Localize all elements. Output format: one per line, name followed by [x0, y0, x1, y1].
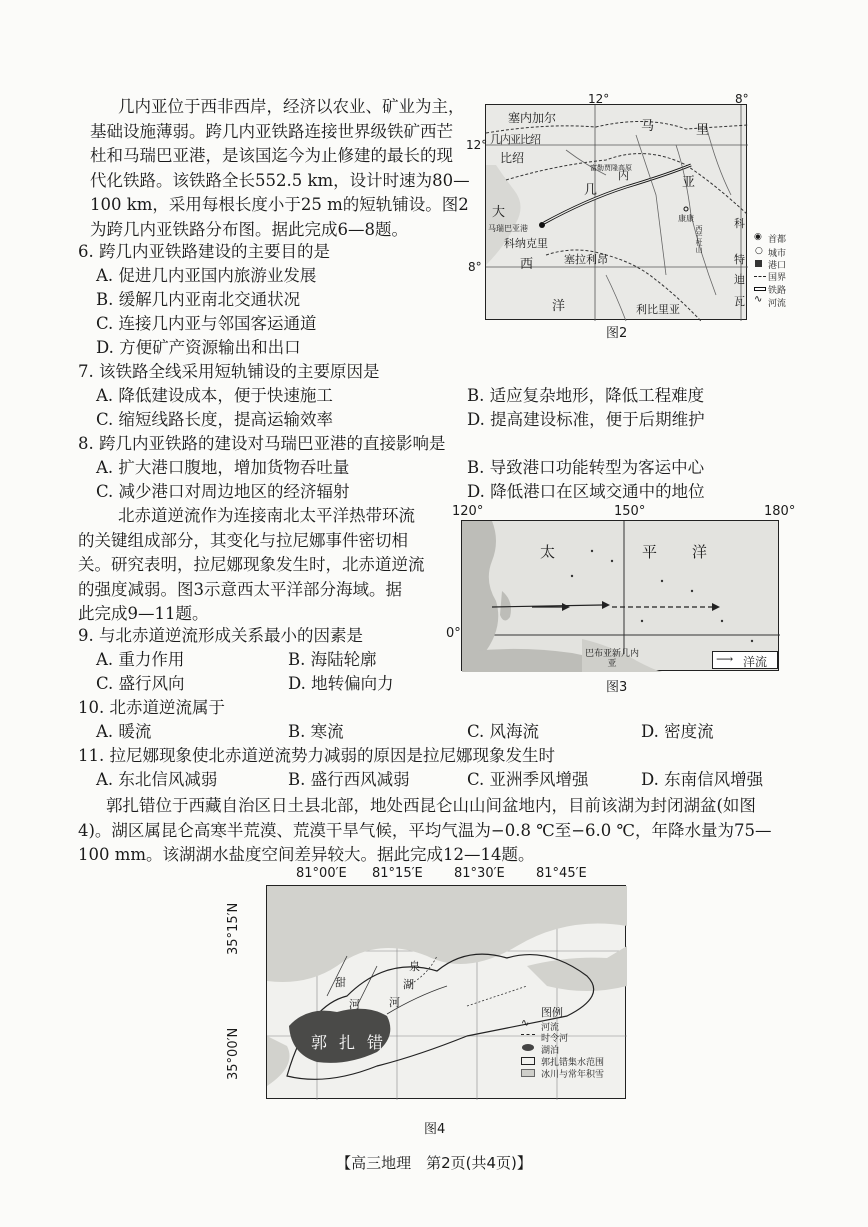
label-atlantic-3: 洋 — [552, 299, 566, 314]
question-7-option-d[interactable]: D. 提高建设标准，便于后期维护 — [467, 410, 705, 429]
intro-paragraph-2 — [78, 504, 458, 627]
label-guinea-3: 亚 — [682, 175, 696, 190]
label-highland: 富勒贾隆高原 — [590, 164, 632, 172]
legend-seasonal-river: 时令河 — [541, 1034, 569, 1044]
label-ci-3: 迪 — [734, 273, 745, 286]
intro-line: 郭扎错位于西藏自治区日土县北部，地处西昆仑山山间盆地内，目前该湖为封闭湖盆(如图 — [106, 796, 756, 815]
fig3-tick-120: 120° — [452, 504, 484, 519]
label-port: 马瑞巴亚港 — [488, 224, 528, 233]
label-river-3: 泉 — [409, 960, 420, 973]
label-simandou: 西芒杜山 — [695, 225, 703, 253]
fig4-tick-y1: 35°15′N — [226, 902, 241, 955]
figure-4-map — [266, 885, 626, 1099]
label-ci-4: 瓦 — [734, 295, 745, 308]
intro-line: 代化铁路。该铁路全长552.5 km，设计时速为80— — [90, 170, 470, 190]
current-legend — [712, 651, 778, 669]
label-atlantic-1: 大 — [492, 205, 506, 220]
fig4-tick-x1: 81°00′E — [296, 866, 347, 881]
legend-catchment: 郭扎错集水范围 — [541, 1058, 605, 1068]
lake-label: 郭扎错 — [311, 1033, 396, 1052]
label-guinea-2: 内 — [618, 169, 629, 182]
figure-4-caption: 图4 — [424, 1122, 446, 1137]
question-8-option-a[interactable]: A. 扩大港口腹地，增加货物吞吐量 — [96, 458, 350, 477]
page-footer: 【高三地理 第2页(共4页)】 — [336, 1154, 532, 1172]
legend-port: 港口 — [768, 261, 787, 271]
fig4-tick-x2: 81°15′E — [372, 866, 423, 881]
legend-glacier: 冰川与常年积雪 — [541, 1070, 605, 1080]
question-9-option-a[interactable]: A. 重力作用 — [96, 650, 185, 669]
intro-paragraph-1 — [90, 95, 480, 242]
question-7-option-b[interactable]: B. 适应复杂地形，降低工程难度 — [467, 386, 705, 405]
question-10-option-d[interactable]: D. 密度流 — [641, 722, 714, 741]
capital-icon: ◉ — [754, 232, 762, 242]
intro-line: 4)。湖区属昆仑高寒半荒漠、荒漠干旱气候，平均气温为−0.8 ℃至−6.0 ℃，年降水量为75— — [78, 820, 772, 840]
legend-capital: 首都 — [768, 235, 787, 245]
label-ci-1: 科 — [734, 217, 745, 230]
label-png: 巴布亚新几内亚 — [584, 649, 639, 669]
seasonal-river-icon — [521, 1034, 535, 1035]
intro-line: 基础设施薄弱。跨几内亚铁路连接世界级铁矿西芒 — [90, 121, 453, 141]
figure-2-map — [485, 104, 747, 320]
glacier-icon — [521, 1069, 535, 1077]
intro-line: 关。研究表明，拉尼娜现象发生时，北赤道逆流 — [78, 555, 425, 574]
label-ci-2: 特 — [734, 253, 745, 266]
intro-line: 此完成9—11题。 — [78, 604, 209, 623]
river-icon: ∿ — [754, 294, 763, 305]
figure-2-caption: 图2 — [606, 326, 628, 341]
question-6-stem: 6. 跨几内亚铁路建设的主要目的是 — [78, 242, 330, 261]
intro-line: 的关键组成部分，其变化与拉尼娜事件密切相 — [78, 530, 408, 550]
fig2-tick-top-1: 12° — [588, 92, 610, 106]
question-11-option-d[interactable]: D. 东南信风增强 — [641, 770, 764, 789]
label-bissau: 比绍 — [500, 151, 525, 165]
intro-line: 100 mm。该湖湖水盐度空间差异较大。据此完成12—14题。 — [78, 845, 535, 864]
fig3-tick-0: 0° — [446, 626, 461, 641]
question-9-option-d[interactable]: D. 地转偏向力 — [288, 674, 394, 693]
fig3-tick-150: 150° — [614, 504, 646, 519]
label-pacific-3: 洋 — [692, 543, 708, 561]
fig4-tick-x3: 81°30′E — [454, 866, 505, 881]
legend-current: 洋流 — [743, 655, 768, 669]
label-atlantic-2: 西 — [520, 257, 534, 272]
fig2-tick-top-2: 8° — [735, 92, 749, 106]
label-guinea-1: 几 — [584, 183, 598, 198]
label-mali: 马 — [641, 119, 655, 134]
question-8-option-c[interactable]: C. 减少港口对周边地区的经济辐射 — [96, 482, 350, 501]
fig3-tick-180: 180° — [764, 504, 796, 519]
legend-title: 图例 — [541, 1006, 563, 1019]
question-10-stem: 10. 北赤道逆流属于 — [78, 698, 225, 717]
label-conakry: 科纳克里 — [504, 237, 548, 250]
question-7-option-a[interactable]: A. 降低建设成本，便于快速施工 — [96, 386, 333, 405]
question-6-option-a[interactable]: A. 促进几内亚国内旅游业发展 — [96, 266, 317, 285]
question-8-stem: 8. 跨几内亚铁路的建设对马瑞巴亚港的直接影响是 — [78, 434, 446, 453]
city-icon: ○ — [755, 246, 763, 256]
intro-line: 100 km，采用每根长度小于25 m的短轨铺设。图2 — [90, 195, 469, 214]
label-sierra-leone: 塞拉利昂 — [564, 253, 608, 266]
question-11-option-b[interactable]: B. 盛行西风减弱 — [288, 770, 410, 789]
river-icon: ∿ — [521, 1018, 530, 1029]
current-arrow-icon: ⟶ — [716, 652, 734, 666]
label-mali-2: 里 — [696, 123, 710, 138]
question-9-stem: 9. 与北赤道逆流形成关系最小的因素是 — [78, 626, 363, 645]
question-7-option-c[interactable]: C. 缩短线路长度，提高运输效率 — [96, 410, 334, 429]
figure-2-legend — [754, 230, 814, 322]
legend-lake: 湖泊 — [541, 1046, 560, 1056]
intro-line: 几内亚位于西非西岸，经济以农业、矿业为主， — [118, 97, 465, 116]
lake-icon — [522, 1044, 534, 1051]
question-11-stem: 11. 拉尼娜现象使北赤道逆流势力减弱的原因是拉尼娜现象发生时 — [78, 746, 555, 765]
figure-3-map — [461, 520, 779, 671]
question-6-option-d[interactable]: D. 方便矿产资源输出和出口 — [96, 338, 301, 357]
question-6-option-c[interactable]: C. 连接几内亚与邻国客运通道 — [96, 314, 317, 333]
label-river-5: 河 — [389, 996, 400, 1009]
label-guinea-bissau: 几内亚比绍 — [490, 133, 540, 146]
legend-railway: 铁路 — [768, 286, 787, 296]
fig4-tick-y2: 35°00′N — [226, 1027, 241, 1080]
legend-river: 河流 — [541, 1023, 560, 1033]
question-10-option-c[interactable]: C. 风海流 — [467, 722, 540, 741]
question-6-option-b[interactable]: B. 缓解几内亚南北交通状况 — [96, 290, 301, 309]
figure-4-legend — [521, 1004, 625, 1098]
question-8-option-d[interactable]: D. 降低港口在区域交通中的地位 — [467, 482, 705, 501]
question-8-option-b[interactable]: B. 导致港口功能转型为客运中心 — [467, 458, 705, 477]
fig4-tick-x4: 81°45′E — [536, 866, 587, 881]
port-icon — [755, 260, 762, 267]
label-pacific-2: 平 — [642, 543, 658, 561]
label-river-4: 湖 — [403, 978, 414, 991]
label-river-2: 河 — [349, 998, 360, 1011]
intro-line: 为跨几内亚铁路分布图。据此完成6—8题。 — [90, 219, 408, 239]
label-river-1: 甜 — [335, 976, 346, 989]
question-10-option-a[interactable]: A. 暖流 — [96, 722, 152, 741]
question-9-option-c[interactable]: C. 盛行风向 — [96, 674, 185, 693]
label-senegal: 塞内加尔 — [508, 111, 557, 125]
question-11-option-c[interactable]: C. 亚洲季风增强 — [467, 770, 589, 789]
label-kankan: 康康 — [678, 214, 694, 223]
catchment-icon — [521, 1057, 535, 1065]
fig2-tick-left-1: 12° — [466, 138, 488, 152]
fig2-tick-left-2: 8° — [468, 260, 482, 274]
question-7-stem: 7. 该铁路全线采用短轨铺设的主要原因是 — [78, 362, 380, 381]
label-pacific-1: 太 — [540, 543, 556, 561]
question-10-option-b[interactable]: B. 寒流 — [288, 722, 344, 741]
label-liberia: 利比里亚 — [636, 303, 680, 316]
intro-paragraph-3 — [78, 794, 798, 868]
legend-river: 河流 — [768, 299, 787, 309]
question-11-option-a[interactable]: A. 东北信风减弱 — [96, 770, 218, 789]
question-9-option-b[interactable]: B. 海陆轮廓 — [288, 650, 377, 669]
intro-line: 杜和马瑞巴亚港，是该国迄今为止修建的最长的现 — [90, 146, 453, 165]
border-icon — [754, 276, 766, 277]
legend-city: 城市 — [768, 249, 787, 259]
legend-border: 国界 — [768, 273, 787, 283]
intro-line: 的强度减弱。图3示意西太平洋部分海域。据 — [78, 579, 402, 599]
figure-3-caption: 图3 — [606, 680, 628, 695]
railway-icon — [754, 287, 766, 291]
intro-line: 北赤道逆流作为连接南北太平洋热带环流 — [118, 506, 415, 525]
